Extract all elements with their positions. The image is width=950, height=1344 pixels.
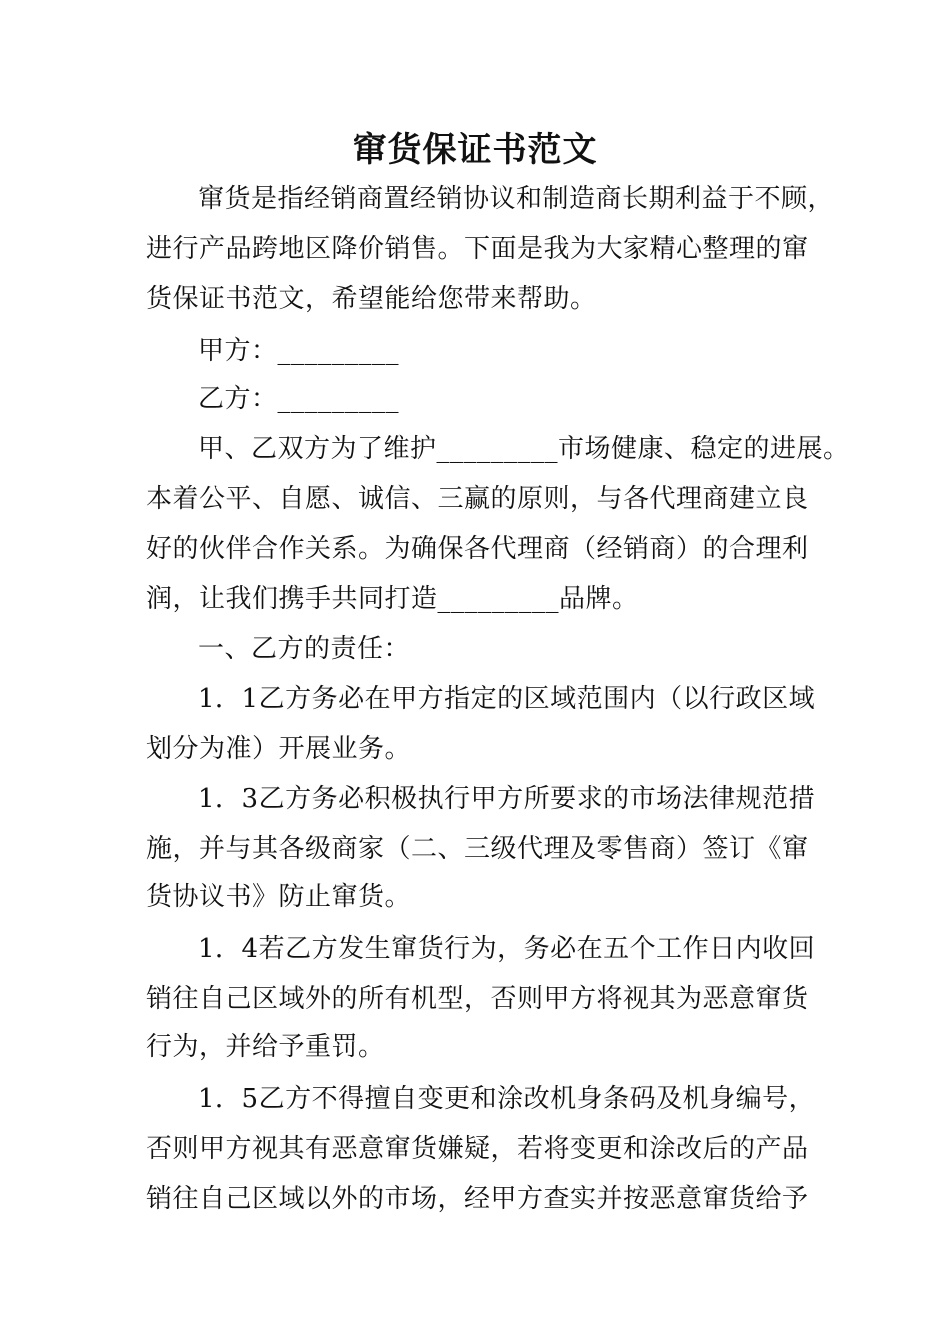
paragraph-line: 进行产品跨地区降价销售。下面是我为大家精心整理的窜 — [146, 234, 809, 264]
paragraph-line: 本着公平、自愿、诚信、三赢的原则，与各代理商建立良 — [146, 484, 809, 514]
clause-line: 行为，并给予重罚。 — [146, 1032, 385, 1062]
paragraph-line: 好的伙伴合作关系。为确保各代理商（经销商）的合理利 — [146, 534, 809, 564]
paragraph-line: 甲、乙双方为了维护_________市场健康、稳定的进展。 — [198, 434, 850, 464]
clause-line: 1．3乙方务必积极执行甲方所要求的市场法律规范措 — [198, 784, 816, 814]
paragraph-line: 货保证书范文，希望能给您带来帮助。 — [146, 284, 597, 314]
clause-line: 施，并与其各级商家（二、三级代理及零售商）签订《窜 — [146, 834, 809, 864]
clause-line: 销往自己区域以外的市场，经甲方查实并按恶意窜货给予 — [146, 1184, 809, 1214]
clause-line: 1．5乙方不得擅自变更和涂改机身条码及机身编号， — [198, 1084, 816, 1114]
document-title: 窜货保证书范文 — [352, 130, 598, 170]
party-a-line: 甲方：_________ — [198, 336, 400, 366]
clause-line: 1．4若乙方发生窜货行为，务必在五个工作日内收回 — [198, 934, 816, 964]
clause-line: 1．1乙方务必在甲方指定的区域范围内（以行政区域 — [198, 684, 816, 714]
party-b-line: 乙方：_________ — [198, 384, 400, 414]
paragraph-line: 润，让我们携手共同打造_________品牌。 — [146, 584, 639, 614]
clause-line: 销往自己区域外的所有机型，否则甲方将视其为恶意窜货 — [146, 984, 809, 1014]
section-heading: 一、乙方的责任： — [198, 634, 411, 664]
clause-line: 货协议书》防止窜货。 — [146, 882, 412, 912]
clause-line: 否则甲方视其有恶意窜货嫌疑，若将变更和涂改后的产品 — [146, 1134, 809, 1164]
clause-line: 划分为准）开展业务。 — [146, 734, 412, 764]
paragraph-line: 窜货是指经销商置经销协议和制造商长期利益于不顾， — [198, 184, 835, 214]
